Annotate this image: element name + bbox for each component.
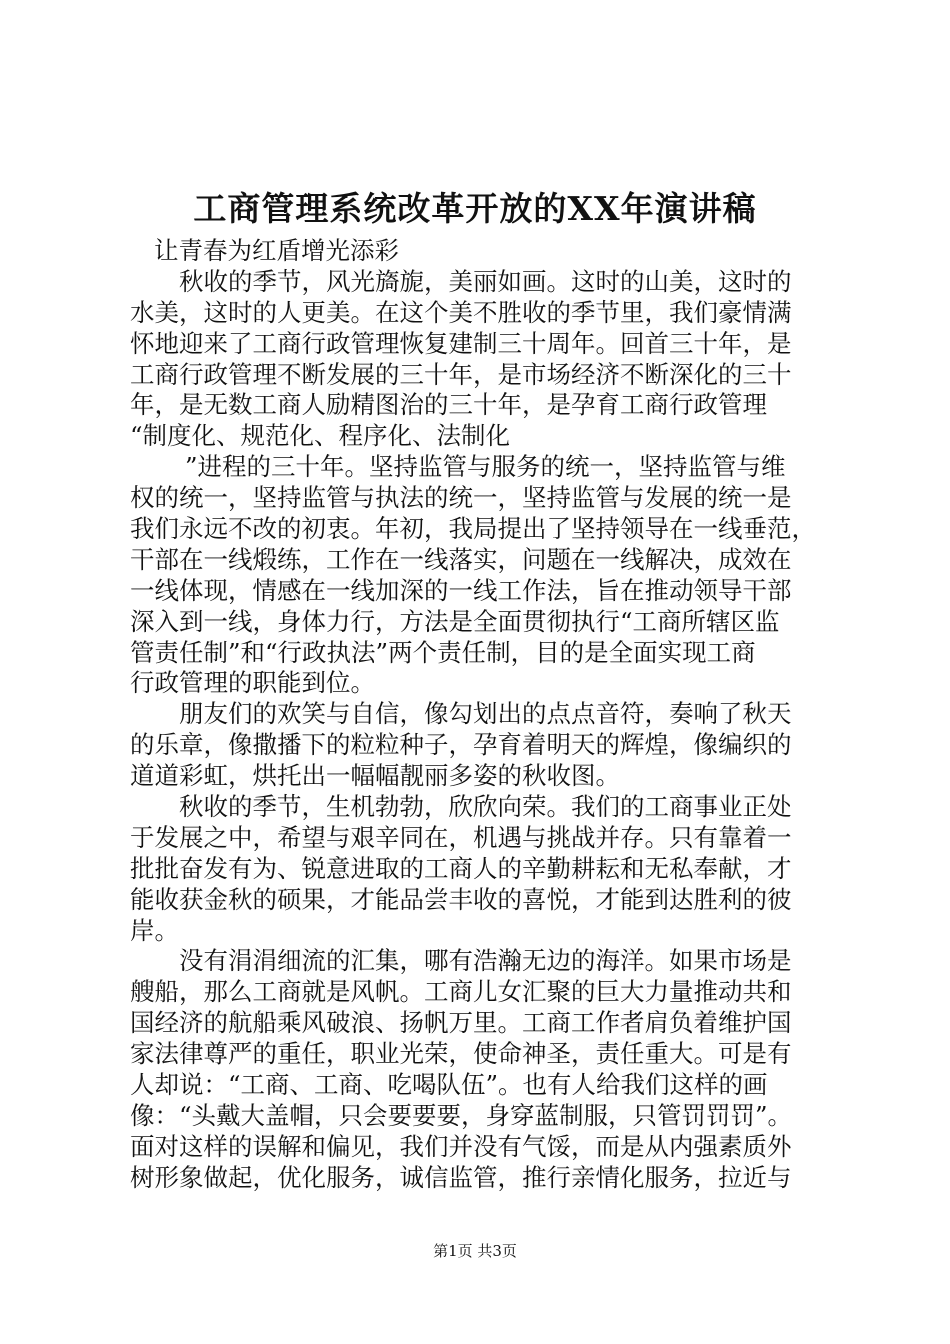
text-line: 权的统一，坚持监管与执法的统一，坚持监管与发展的统一是 [130, 483, 792, 513]
page-footer: 第1页 共3页 [433, 1242, 517, 1260]
text-line: 管责任制”和“行政执法”两个责任制，目的是全面实现工商 [130, 637, 756, 667]
text-line: 艘船，那么工商就是风帆。工商儿女汇聚的巨大力量推动共和 [130, 977, 792, 1007]
text-line: 工商行政管理不断发展的三十年，是市场经济不断深化的三十 [130, 359, 792, 389]
text-line: 批批奋发有为、锐意进取的工商人的辛勤耕耘和无私奉献，才 [130, 853, 792, 883]
text-line: ”进程的三十年。坚持监管与服务的统一，坚持监管与维 [185, 452, 786, 482]
page-title: 工商管理系统改革开放的XX年演讲稿 [193, 189, 757, 228]
text-line: 行政管理的职能到位。 [130, 668, 375, 698]
text-line: 年，是无数工商人励精图治的三十年，是孕育工商行政管理 [130, 390, 767, 420]
text-line: 家法律尊严的重任，职业光荣，使命神圣，责任重大。可是有 [130, 1039, 792, 1069]
text-line: 国经济的航船乘风破浪、扬帆万里。工商工作者肩负着维护国 [130, 1008, 792, 1038]
text-line: “制度化、规范化、程序化、法制化 [130, 421, 511, 451]
text-line: 怀地迎来了工商行政管理恢复建制三十周年。回首三十年，是 [130, 328, 792, 358]
text-line: 朋友们的欢笑与自信，像勾划出的点点音符，奏响了秋天 [179, 699, 792, 729]
text-line: 道道彩虹，烘托出一幅幅靓丽多姿的秋收图。 [130, 761, 620, 791]
text-line: 干部在一线煅练，工作在一线落实，问题在一线解决，成效在 [130, 544, 792, 574]
text-line: 的乐章，像撒播下的粒粒种子，孕育着明天的辉煌，像编织的 [130, 730, 792, 760]
text-line: 像：“头戴大盖帽，只会要要要，身穿蓝制服，只管罚罚罚”。 [130, 1100, 793, 1130]
text-line: 于发展之中，希望与艰辛同在，机遇与挑战并存。只有靠着一 [130, 822, 792, 852]
speech-body [130, 236, 830, 1194]
subtitle: 让青春为红盾增光添彩 [154, 236, 399, 265]
text-line: 秋收的季节，生机勃勃，欣欣向荣。我们的工商事业正处 [179, 792, 792, 822]
text-line: 树形象做起，优化服务，诚信监管，推行亲情化服务，拉近与 [130, 1162, 792, 1192]
text-line: 我们永远不改的初衷。年初，我局提出了坚持领导在一线垂范， [130, 514, 816, 544]
text-line: 人却说：“工商、工商、吃喝队伍”。也有人给我们这样的画 [130, 1070, 768, 1100]
text-line: 水美，这时的人更美。在这个美不胜收的季节里，我们豪情满 [130, 297, 792, 327]
text-line: 深入到一线，身体力行，方法是全面贯彻执行“工商所辖区监 [130, 606, 780, 636]
text-line: 一线体现，情感在一线加深的一线工作法，旨在推动领导干部 [130, 575, 792, 605]
text-line: 面对这样的误解和偏见，我们并没有气馁，而是从内强素质外 [130, 1131, 792, 1161]
text-line: 岸。 [130, 915, 179, 945]
text-line: 秋收的季节，风光旖旎，美丽如画。这时的山美，这时的 [179, 266, 792, 296]
text-line: 能收获金秋的硕果，才能品尝丰收的喜悦，才能到达胜利的彼 [130, 884, 792, 914]
text-line: 没有涓涓细流的汇集，哪有浩瀚无边的海洋。如果市场是 [179, 946, 792, 976]
